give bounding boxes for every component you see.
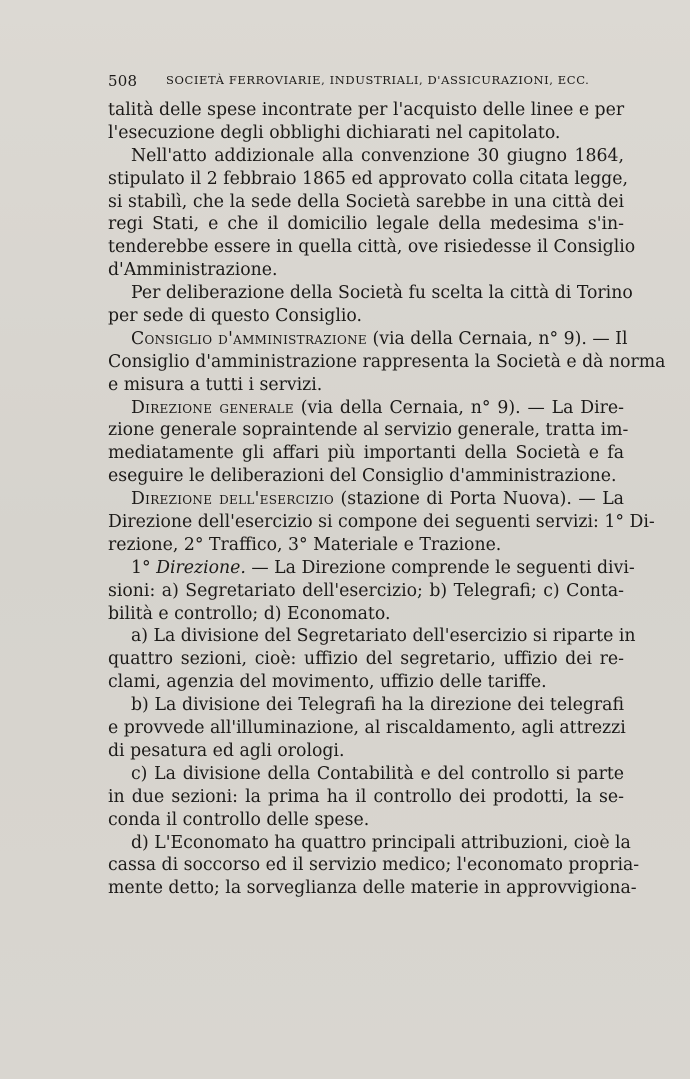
- text-line: e misura a tutti i servizi.: [108, 374, 323, 395]
- text-line: Consiglio d'amministrazione rappresenta la Società e dà norma: [108, 351, 666, 372]
- text-line: mente detto; la sorveglianza delle materie in approvvigiona-: [108, 878, 637, 899]
- running-title: SOCIETÀ FERROVIARIE, INDUSTRIALI, D'ASSICURAZIONI, ECC.: [166, 73, 590, 87]
- text-line: b) La divisione dei Telegrafi ha la direzione dei telegrafi: [131, 695, 624, 716]
- text-line: stipulato il 2 febbraio 1865 ed approvato colla citata legge,: [108, 168, 628, 189]
- text-line: cassa di soccorso ed il servizio medico; l'economato propria-: [108, 855, 640, 876]
- body-text: [108, 99, 666, 900]
- text-line: tenderebbe essere in quella città, ove risiedesse il Consiglio: [108, 237, 636, 258]
- text-line: Direzione generale (via della Cernaia, n° 9). — La Dire-: [131, 397, 624, 418]
- text-line: in due sezioni: la prima ha il controllo dei prodotti, la se-: [108, 786, 624, 807]
- text-line: Direzione dell'esercizio (stazione di Porta Nuova). — La: [131, 489, 624, 510]
- text-line: mediatamente gli affari più importanti della Società e fa: [108, 443, 624, 464]
- section-heading: Consiglio d'amministrazione: [131, 328, 367, 349]
- text-line: si stabilì, che la sede della Società sarebbe in una città dei: [108, 191, 624, 212]
- text-line: d) L'Economato ha quattro principali attribuzioni, cioè la: [131, 832, 631, 853]
- text-line: c) La divisione della Contabilità e del controllo si parte: [131, 763, 624, 784]
- text-line: sioni: a) Segretariato dell'esercizio; b) Telegrafi; c) Conta-: [108, 580, 624, 601]
- subsection-heading: Direzione.: [156, 557, 246, 578]
- text-line: Consiglio d'amministrazione (via della Cernaia, n° 9). — Il: [131, 328, 628, 349]
- text-line: 1° Direzione. — La Direzione comprende le seguenti divi-: [131, 557, 635, 578]
- text-line: per sede di questo Consiglio.: [108, 306, 362, 327]
- text-line: clami, agenzia del movimento, uffizio delle tariffe.: [108, 672, 547, 693]
- text-line: di pesatura ed agli orologi.: [108, 740, 345, 761]
- text-line: eseguire le deliberazioni del Consiglio d'amministrazione.: [108, 466, 617, 487]
- text-line: d'Amministrazione.: [108, 260, 278, 281]
- text-line: quattro sezioni, cioè: uffizio del segretario, uffizio dei re-: [108, 649, 624, 670]
- section-heading: Direzione dell'esercizio: [131, 489, 334, 510]
- text-line: Direzione dell'esercizio si compone dei seguenti servizi: 1° Di-: [108, 512, 655, 533]
- section-heading: Direzione generale: [131, 397, 294, 418]
- text-line: talità delle spese incontrate per l'acquisto delle linee e per: [108, 100, 625, 120]
- text-line: a) La divisione del Segretariato dell'esercizio si riparte in: [131, 626, 636, 647]
- text-line: Per deliberazione della Società fu scelta la città di Torino: [131, 283, 633, 304]
- text-line: conda il controllo delle spese.: [108, 809, 370, 830]
- page-header: [108, 72, 624, 96]
- text-line: zione generale sopraintende al servizio generale, tratta im-: [108, 420, 629, 441]
- text-line: l'esecuzione degli obblighi dichiarati nel capitolato.: [108, 122, 561, 143]
- text-line: Nell'atto addizionale alla convenzione 30 giugno 1864,: [131, 145, 624, 166]
- text-line: bilità e controllo; d) Economato.: [108, 603, 391, 624]
- text-line: rezione, 2° Traffico, 3° Materiale e Trazione.: [108, 534, 502, 555]
- text-line: regi Stati, e che il domicilio legale della medesima s'in-: [108, 214, 624, 235]
- text-line: e provvede all'illuminazione, al riscaldamento, agli attrezzi: [108, 718, 626, 739]
- page-number: 508: [108, 72, 138, 90]
